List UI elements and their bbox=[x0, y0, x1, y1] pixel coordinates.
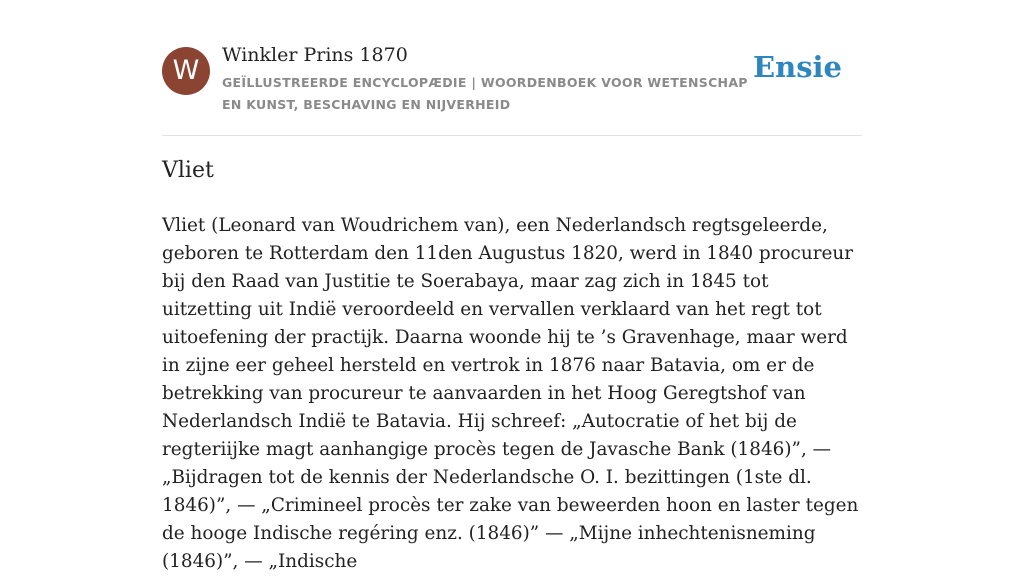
site-header bbox=[162, 0, 862, 136]
brand-logo-link[interactable]: Ensie bbox=[753, 50, 842, 84]
site-subtitle: GEÏLLUSTREERDE ENCYCLOPÆDIE | WOORDENBOEK VOOR WETENSCHAP EN KUNST, BESCHAVING EN NIJVERHEID bbox=[222, 75, 748, 112]
avatar[interactable]: W bbox=[162, 47, 210, 95]
site-title[interactable]: Winkler Prins 1870 bbox=[222, 44, 408, 66]
article-body: Vliet (Leonard van Woudrichem van), een Nederlandsch regtsgeleerde, geboren te Rotterdam den 11den Augustus 1820, werd in 1840 procureur bij den Raad van Justitie te Soerabaya, maar zag zich in 1845 tot uitzetting uit Indië veroordeeld en vervallen verklaard van het regt tot uitoefening der practijk. Daarna woonde hij te ’s Gravenhage, maar werd in zijne eer geheel hersteld en vertrok in 1876 naar Batavia, om er de betrekking van procureur te aanvaarden in het Hoog Geregtshof van Nederlandsch Indië te Batavia. Hij schreef: „Autocratie of het bij de regteriijke magt aanhangige procès tegen de Javasche Bank (1846)”, — „Bijdragen tot de kennis der Nederlandsche O. I. bezittingen (1ste dl. 1846)”, — „Crimineel procès ter zake van beweerden hoon en laster tegen de hooge Indische regéring enz. (1846)” — „Mijne inhechtenisneming (1846)”, — „Indische bbox=[162, 215, 859, 572]
article-title: Vliet bbox=[162, 158, 214, 183]
content-container bbox=[162, 0, 862, 572]
